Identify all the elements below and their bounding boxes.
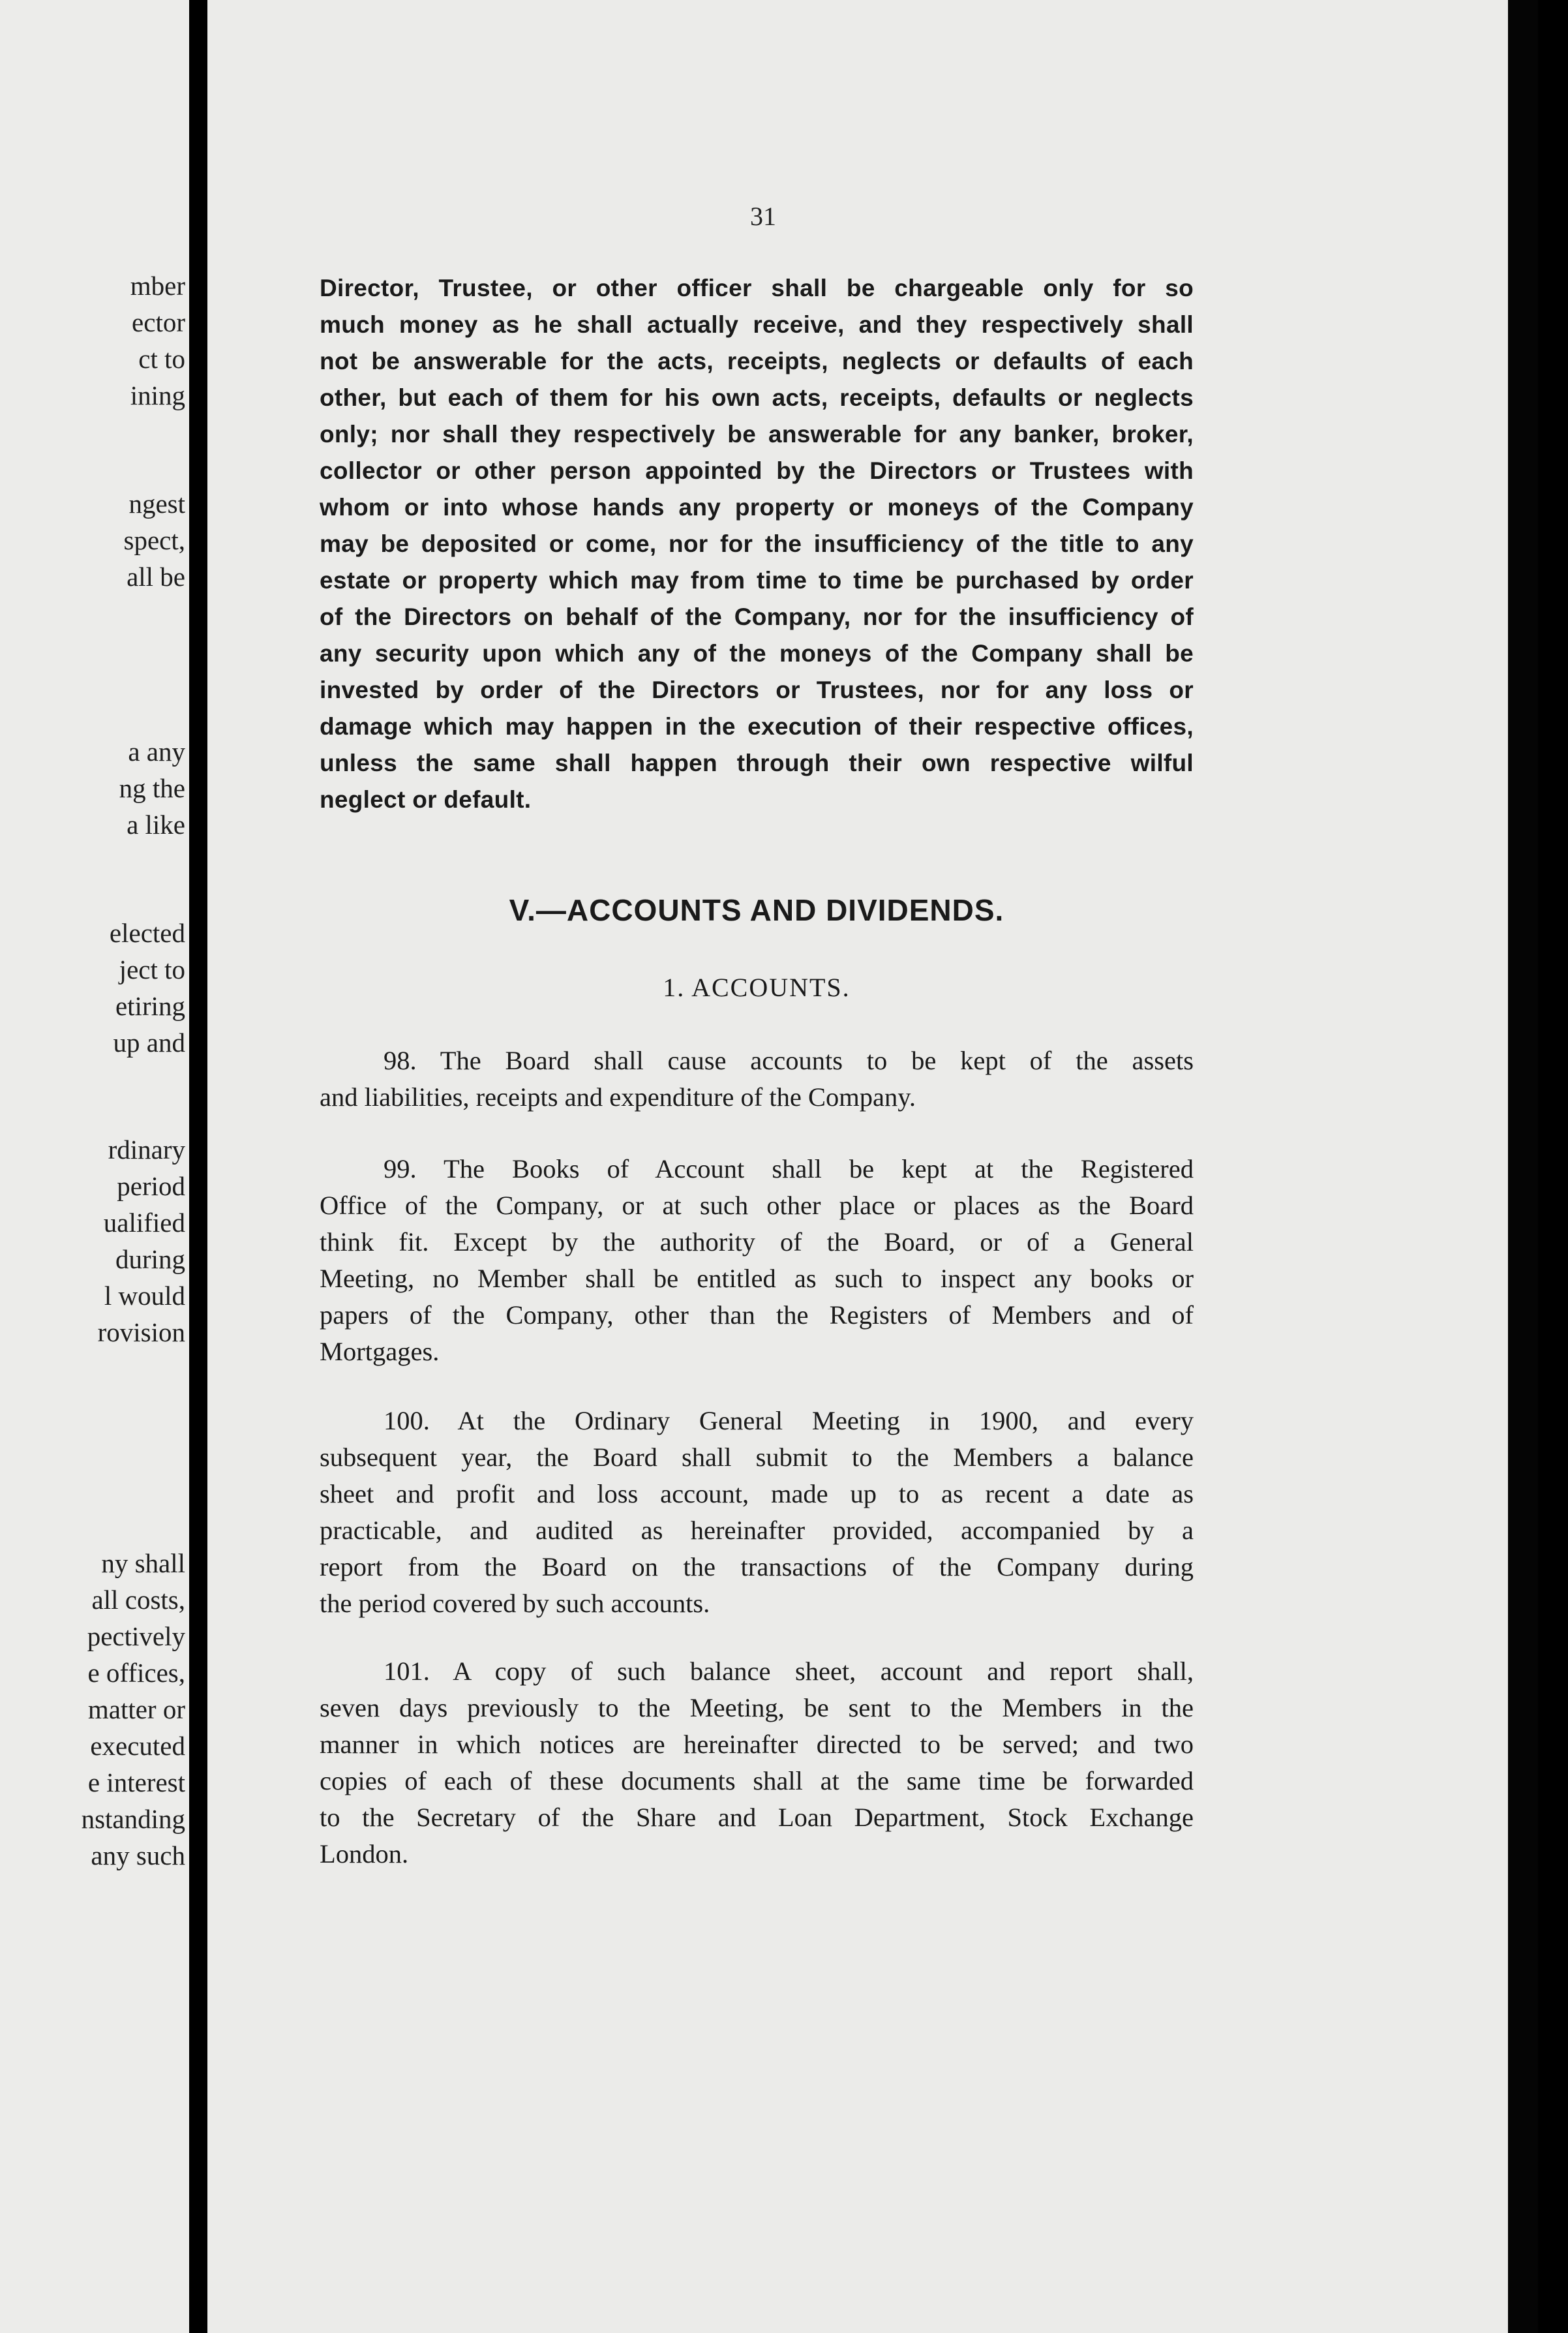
left-margin-line: e offices,	[87, 1658, 185, 1688]
left-page-fragment	[0, 0, 189, 2333]
left-margin-line: ining	[130, 380, 185, 410]
clause-101-line: to the Secretary of the Share and Loan Department, Stock Exchange	[320, 1803, 1194, 1832]
clause-99-line: papers of the Company, other than the Registers of Members and of	[320, 1300, 1194, 1330]
continuation-line: whom or into whose hands any property or moneys of the Company	[320, 494, 1194, 521]
left-margin-line: all be	[127, 562, 185, 592]
left-margin-line: ngest	[128, 489, 185, 519]
page-number: 31	[750, 202, 776, 231]
left-margin-line: e interest	[87, 1767, 185, 1797]
sub-heading: 1. ACCOUNTS.	[663, 973, 851, 1002]
continuation-line: may be deposited or come, nor for the insufficiency of the title to any	[320, 530, 1194, 557]
continuation-line: neglect or default.	[320, 786, 532, 813]
left-margin-line: ny shall	[101, 1548, 185, 1578]
clause-101-line: London.	[320, 1839, 409, 1868]
clause-100-line: sheet and profit and loss account, made up to as recent a date as	[320, 1479, 1194, 1508]
continuation-line: much money as he shall actually receive, and they respectively shall	[320, 311, 1194, 338]
clause-99-line: Office of the Company, or at such other place or places as the Board	[320, 1191, 1194, 1220]
left-margin-line: etiring	[115, 991, 185, 1021]
clause-99-line: 99. The Books of Account shall be kept at the Registered	[384, 1154, 1194, 1183]
continuation-line: Director, Trustee, or other officer shall be chargeable only for so	[320, 275, 1194, 301]
clause-100-line: the period covered by such accounts.	[320, 1589, 710, 1618]
left-margin-line: ualified	[103, 1208, 185, 1238]
clause-100-line: report from the Board on the transactions of the Company during	[320, 1552, 1194, 1581]
continuation-line: any security upon which any of the moneys of the Company shall be	[320, 640, 1194, 667]
continuation-line: invested by order of the Directors or Trustees, nor for any loss or	[320, 677, 1194, 703]
clause-100-line: practicable, and audited as hereinafter provided, accompanied by a	[320, 1516, 1194, 1545]
continuation-line: damage which may happen in the execution of their respective offices,	[320, 713, 1194, 740]
page-gutter	[189, 0, 207, 2333]
clause-100-line: 100. At the Ordinary General Meeting in 1900, and every	[384, 1406, 1194, 1435]
continuation-line: only; nor shall they respectively be answerable for any banker, broker,	[320, 421, 1194, 448]
left-margin-line: matter or	[87, 1694, 185, 1724]
clause-99-line: think fit. Except by the authority of the Board, or of a General	[320, 1227, 1194, 1257]
left-margin-line: ng the	[119, 773, 185, 803]
continuation-line: unless the same shall happen through their own respective wilful	[320, 750, 1194, 776]
left-margin-line: ector	[132, 307, 185, 337]
left-margin-line: rdinary	[108, 1135, 185, 1165]
continuation-line: of the Directors on behalf of the Company, nor for the insufficiency of	[320, 603, 1194, 630]
clause-101-line: manner in which notices are hereinafter directed to be served; and two	[320, 1730, 1194, 1759]
left-margin-line: mber	[130, 271, 185, 301]
left-margin-line: elected	[109, 918, 185, 948]
continuation-line: other, but each of them for his own acts, receipts, defaults or neglects	[320, 384, 1194, 411]
continuation-line: not be answerable for the acts, receipts, neglects or defaults of each	[320, 348, 1194, 374]
clause-101-line: 101. A copy of such balance sheet, account and report shall,	[384, 1656, 1194, 1686]
clause-98-line: and liabilities, receipts and expenditure of the Company.	[320, 1082, 916, 1112]
clause-99-line: Mortgages.	[320, 1337, 440, 1366]
left-margin-line: ct to	[138, 344, 185, 374]
section-heading: V.—ACCOUNTS AND DIVIDENDS.	[509, 893, 1004, 927]
left-margin-line: a any	[128, 737, 185, 767]
left-margin-line: l would	[104, 1281, 185, 1311]
left-margin-line: spect,	[123, 525, 185, 555]
left-margin-line: period	[117, 1171, 185, 1201]
clause-99-line: Meeting, no Member shall be entitled as such to inspect any books or	[320, 1264, 1194, 1293]
left-margin-line: executed	[90, 1731, 185, 1761]
clause-100-line: subsequent year, the Board shall submit to the Members a balance	[320, 1442, 1194, 1472]
page-edge-shadow	[1508, 0, 1538, 2333]
clause-101-line: seven days previously to the Meeting, be sent to the Members in the	[320, 1693, 1194, 1722]
left-margin-line: during	[115, 1244, 185, 1274]
left-margin-line: nstanding	[81, 1804, 185, 1834]
left-margin-line: up and	[113, 1028, 185, 1058]
left-margin-line: rovision	[97, 1317, 185, 1347]
clause-98-line: 98. The Board shall cause accounts to be kept of the assets	[384, 1046, 1194, 1075]
left-margin-line: ject to	[119, 954, 185, 984]
continuation-line: estate or property which may from time to time be purchased by order	[320, 567, 1194, 594]
left-margin-line: all costs,	[91, 1585, 185, 1615]
left-margin-line: a like	[127, 810, 185, 840]
clause-101-line: copies of each of these documents shall at the same time be forwarded	[320, 1766, 1194, 1795]
left-margin-line: pectively	[87, 1621, 185, 1651]
left-margin-line: any such	[91, 1840, 185, 1870]
continuation-line: collector or other person appointed by the Directors or Trustees with	[320, 457, 1194, 484]
